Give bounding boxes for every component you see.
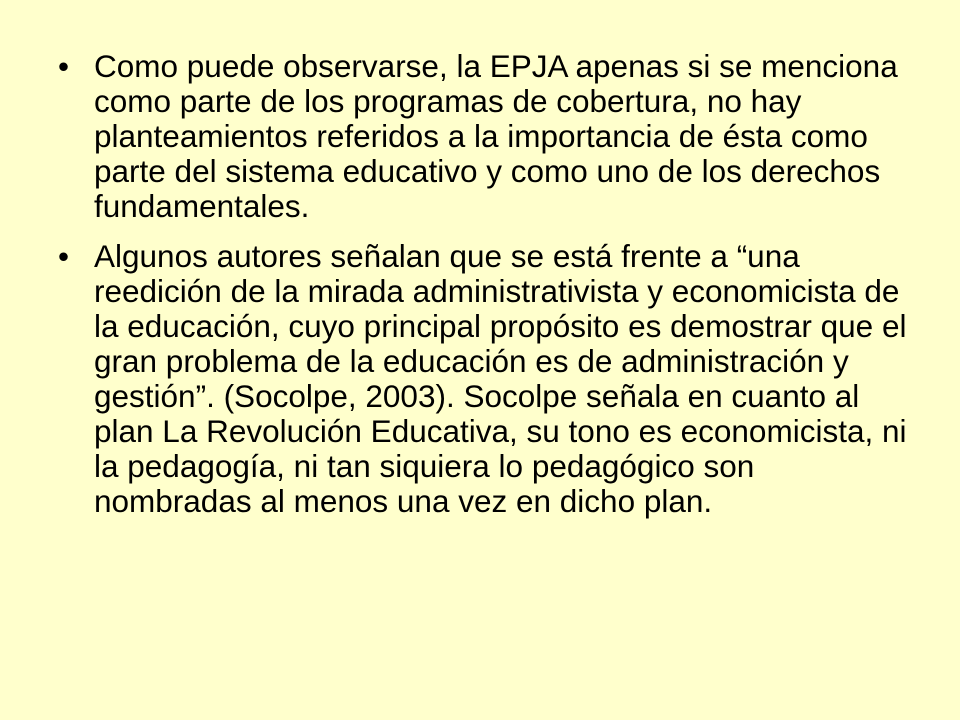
bullet-text-cobertura: Como puede observarse, la EPJA apenas si se menciona como parte de los programas de cobertura, no hay planteamientos referidos a la importancia de ésta como parte del sistema educativo y como uno de los derechos fundamentales.	[94, 48, 898, 224]
bullet-item-cobertura	[58, 49, 910, 224]
bullet-dot-icon: •	[58, 48, 70, 84]
bullet-text-socolpe: Algunos autores señalan que se está frente a “una reedición de la mirada administrativista y economicista de la educación, cuyo principal propósito es demostrar que el gran problema de la educación es de administración y gestión”. (Socolpe, 2003). Socolpe señala en cuanto al plan La Revolución Educativa, su tono es economicista, ni la pedagogía, ni tan siquiera lo pedagógico son nombradas al menos una vez en dicho plan.	[94, 238, 907, 519]
bullet-dot-icon: •	[58, 238, 70, 274]
bullet-item-socolpe	[58, 239, 910, 519]
bullet-list	[58, 49, 910, 519]
